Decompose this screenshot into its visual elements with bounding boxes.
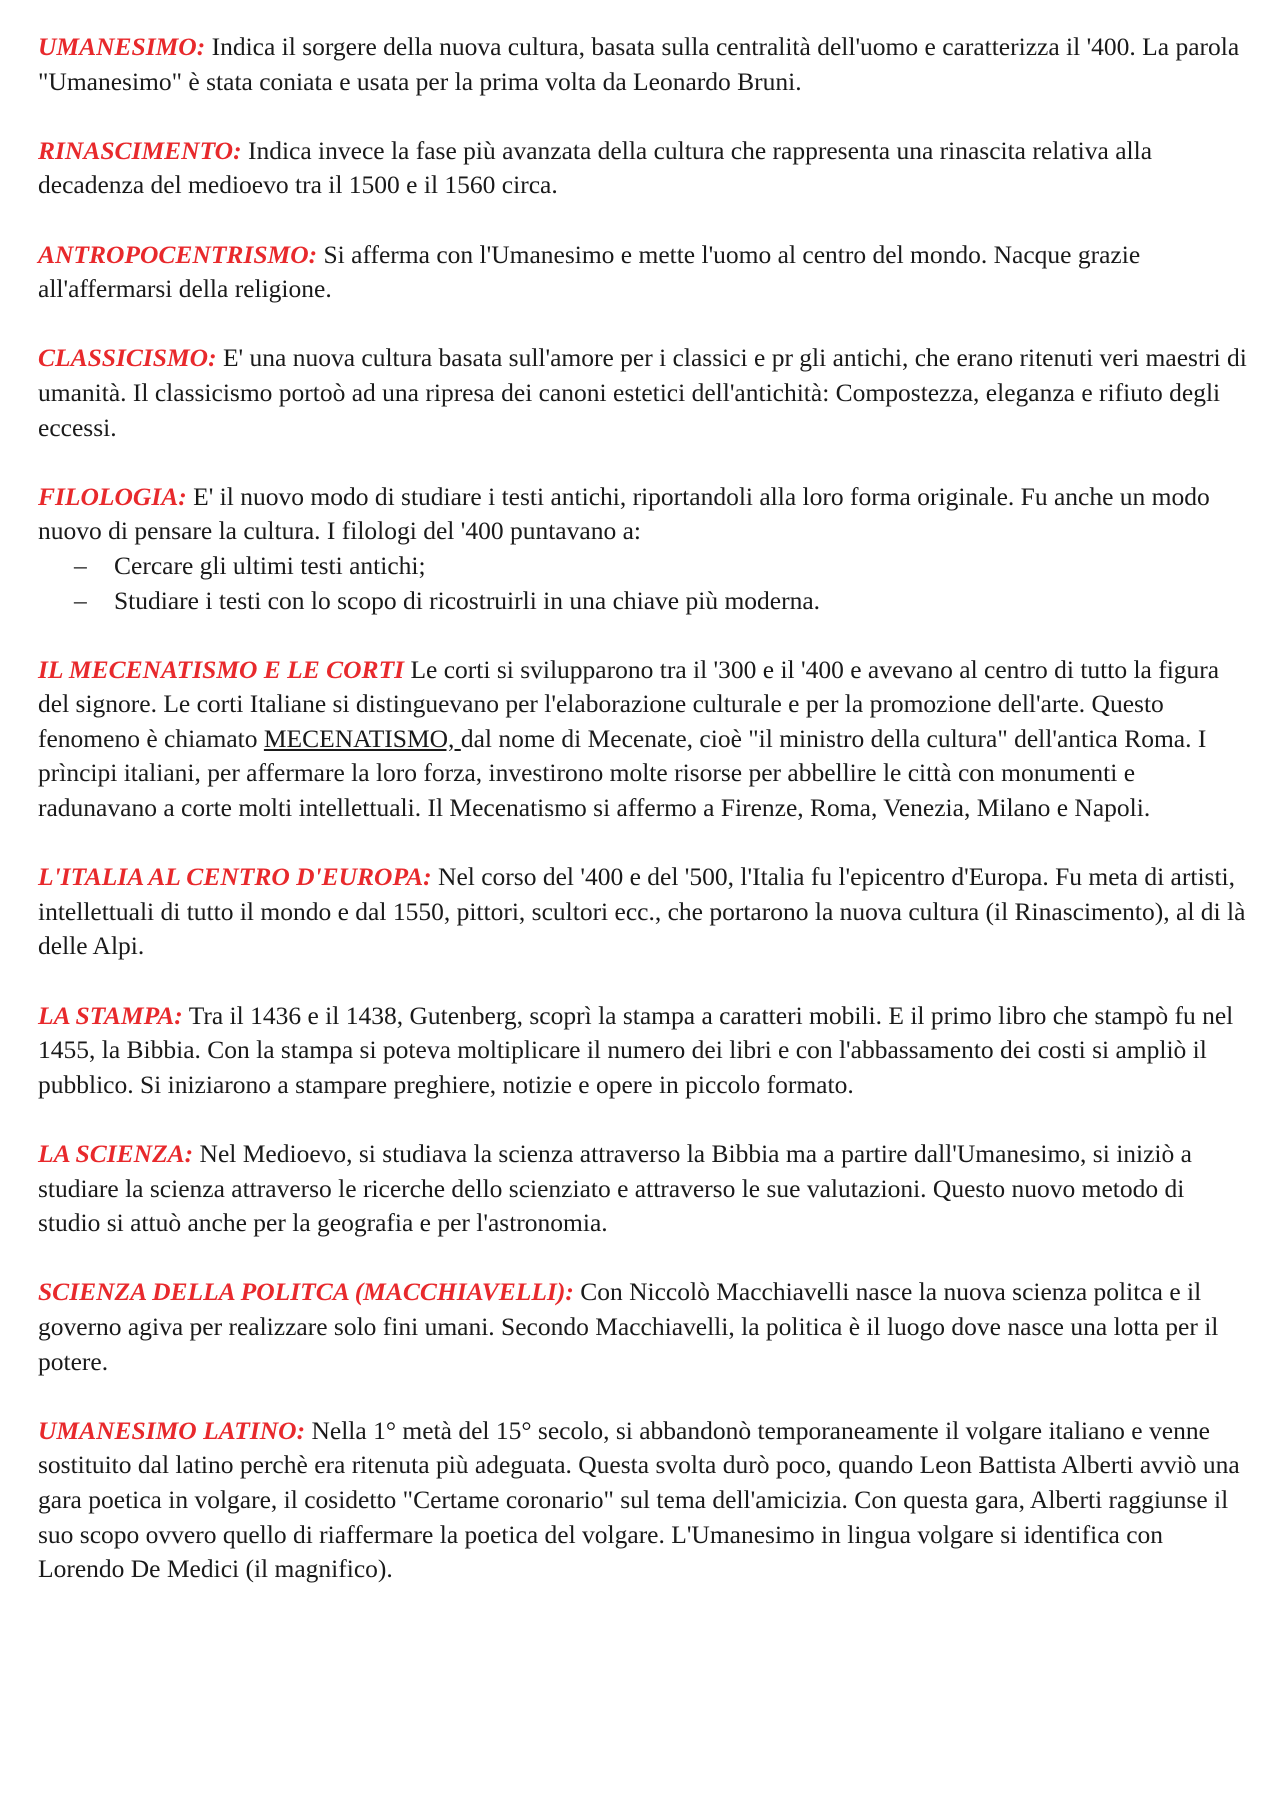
dash-bullet-icon: –: [74, 550, 87, 580]
term-heading: L'ITALIA AL CENTRO D'EUROPA:: [38, 862, 432, 892]
paragraph-classicismo: [38, 341, 1253, 445]
term-heading: SCIENZA DELLA POLITCA (MACCHIAVELLI):: [38, 1277, 574, 1307]
list-item-text: Studiare i testi con lo scopo di ricostruirli in una chiave più moderna.: [114, 585, 821, 615]
paragraph-text: Nella 1° metà del 15° secolo, si abbandonò temporaneamente il volgare italiano e venne sostituito dal latino perchè era ritenuta più adeguata. Questa svolta durò poco, quando Leon Battista Alberti avviò una gara poetica in volgare, il cosidetto "Certame coronario" sul tema dell'amicizia. Con questa gara, Alberti raggiunse il suo scopo ovvero quello di riaffermare la poetica del volgare. L'Umanesimo in lingua volgare si identifica con Lorendo De Medici (il magnifico).: [38, 1415, 1240, 1584]
term-heading: LA SCIENZA:: [38, 1139, 194, 1168]
underlined-term: MECENATISMO,: [263, 723, 461, 753]
paragraph-umanesimo-latino: [38, 1414, 1253, 1587]
paragraph-rinascimento: [38, 134, 1253, 203]
paragraph-italia: [38, 860, 1253, 964]
paragraph-text: Nel Medioevo, si studiava la scienza attraverso la Bibbia ma a partire dall'Umanesimo, si iniziò a studiare la scienza attraverso le ricerche dello scienziato e attraverso le sue valutazioni. Questo nuovo metodo di studio si attuò anche per la geografia e per l'astronomia.: [38, 1139, 1192, 1238]
paragraph-text: Indica invece la fase più avanzata della cultura che rappresenta una rinascita relativa alla decadenza del medioevo tra il 1500 e il 1560 circa.: [38, 135, 1153, 200]
paragraph-scienza: [38, 1137, 1253, 1241]
term-heading: RINASCIMENTO:: [38, 135, 242, 165]
term-heading: CLASSICISMO:: [38, 343, 217, 373]
term-heading: UMANESIMO LATINO:: [38, 1415, 306, 1445]
bullet-list: [38, 549, 1253, 618]
term-heading: LA STAMPA:: [38, 1000, 183, 1030]
paragraph-antropocentrismo: [38, 238, 1253, 307]
paragraph-text: Tra il 1436 e il 1438, Gutenberg, scoprì la stampa a caratteri mobili. E il primo libro che stampò fu nel 1455, la Bibbia. Con la stampa si poteva moltiplicare il numero dei libri e con l'abbassamento dei costi si ampliò il pubblico. Si iniziarono a stampare preghiere, notizie e opere in piccolo formato.: [38, 1000, 1234, 1099]
paragraph-text: Nel corso del '400 e del '500, l'Italia fu l'epicentro d'Europa. Fu meta di artisti, intellettuali di tutto il mondo e dal 1550, pittori, scultori ecc., che portarono la nuova cultura (il Rinascimento), al di là delle Alpi.: [38, 862, 1246, 961]
paragraph-umanesimo: [38, 30, 1253, 99]
paragraph-text: Si afferma con l'Umanesimo e mette l'uomo al centro del mondo. Nacque grazie all'affermarsi della religione.: [38, 239, 1141, 304]
dash-bullet-icon: –: [74, 585, 87, 615]
paragraph-politica: [38, 1275, 1253, 1379]
term-heading: FILOLOGIA:: [38, 481, 187, 511]
paragraph-stampa: [38, 999, 1253, 1103]
list-item-text: Cercare gli ultimi testi antichi;: [114, 550, 426, 580]
document-page: [38, 30, 1253, 1621]
paragraph-filologia: [38, 480, 1253, 618]
paragraph-text: dal nome di Mecenate, cioè "il ministro della cultura" dell'antica Roma. I prìncipi italiani, per affermare la loro forza, investirono molte risorse per abbellire le città con monumenti e radunavano a corte molti intellettuali. Il Mecenatismo si affermo a Firenze, Roma, Venezia, Milano e Napoli.: [38, 723, 1207, 823]
paragraph-text: Le corti si svilupparono tra il '300 e il '400 e avevano al centro di tutto la figura del signore. Le corti Italiane si distinguevano per l'elaborazione culturale e per la promozione dell'arte. Questo fenomeno è chiamato: [38, 654, 1220, 753]
term-heading: UMANESIMO:: [38, 32, 206, 61]
term-heading: ANTROPOCENTRISMO:: [38, 239, 318, 269]
paragraph-text: E' il nuovo modo di studiare i testi antichi, riportandoli alla loro forma originale. Fu anche un modo nuovo di pensare la cultura. I filologi del '400 puntavano a:: [38, 481, 1210, 546]
paragraph-text: E' una nuova cultura basata sull'amore per i classici e pr gli antichi, che erano ritenuti veri maestri di umanità. Il classicismo portoò ad una ripresa dei canoni estetici dell'antichità: Compostezza, eleganza e rifiuto degli eccessi.: [38, 343, 1247, 442]
list-item: [38, 584, 1253, 619]
paragraph-text: Con Niccolò Macchiavelli nasce la nuova scienza politca e il governo agiva per realizzare solo fini umani. Secondo Macchiavelli, la politica è il luogo dove nasce una lotta per il potere.: [38, 1277, 1219, 1376]
term-heading: IL MECENATISMO E LE CORTI: [38, 654, 405, 684]
paragraph-text: Indica il sorgere della nuova cultura, basata sulla centralità dell'uomo e caratterizza il '400. La parola "Umanesimo" è stata coniata e usata per la prima volta da Leonardo Bruni.: [38, 32, 1240, 96]
list-item: [38, 549, 1253, 584]
paragraph-mecenatismo: [38, 653, 1253, 826]
